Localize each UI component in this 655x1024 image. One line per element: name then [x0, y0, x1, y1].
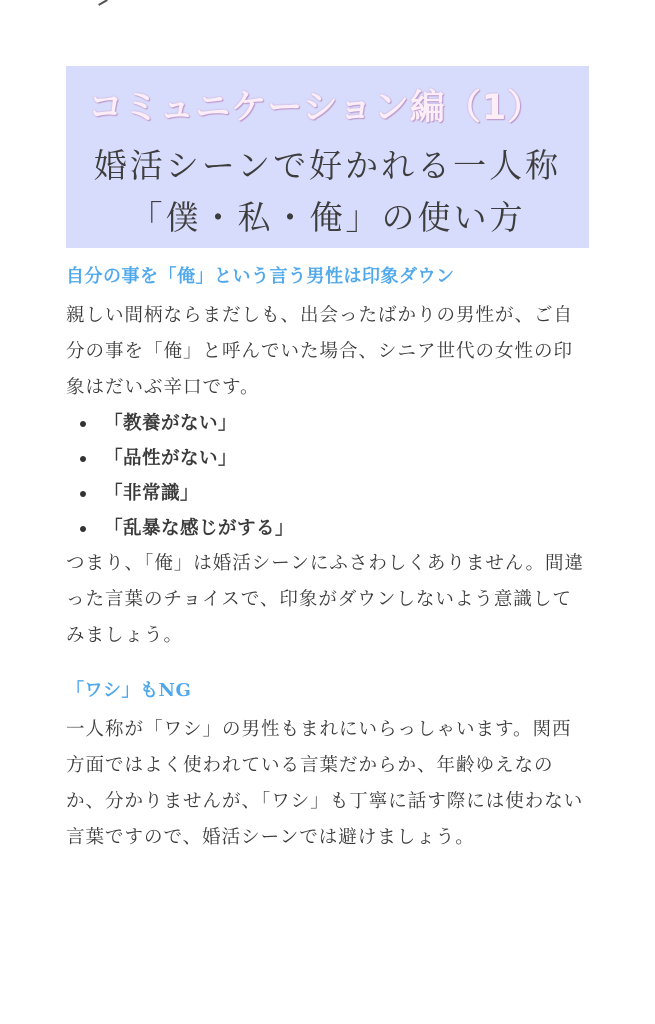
- page-title-line-2: 「僕・私・俺」の使い方: [129, 198, 526, 237]
- section1-bullet-list: [66, 406, 589, 546]
- section1-paragraph-2: つまり、「俺」は婚活シーンにふさわしくありません。間違った言葉のチョイスで、印象がダウンしないよう意識してみましょう。: [66, 553, 584, 646]
- section2-paragraph: 一人称が「ワシ」の男性もまれにいらっしゃいます。関西方面ではよく使われている言葉だからか、年齢ゆえなのか、分かりませんが、「ワシ」も丁寧に話す際には使わない言葉ですので、婚活シーンでは避けましょう。: [66, 719, 584, 848]
- section2-heading: 「ワシ」もNG: [66, 680, 192, 701]
- list-item-text: 「教養がない」: [104, 413, 238, 434]
- header-subtitle: コミュニケーション編（1）: [88, 88, 544, 128]
- bullet-icon: [80, 456, 86, 462]
- list-item-text: 「乱暴な感じがする」: [104, 518, 295, 539]
- list-item: [104, 406, 589, 441]
- section1-heading: 自分の事を「俺」という言う男性は印象ダウン: [66, 266, 455, 287]
- list-item-text: 「品性がない」: [104, 448, 238, 469]
- list-item: [104, 511, 589, 546]
- bullet-icon: [80, 491, 86, 497]
- section1-paragraph-1: 親しい間柄ならまだしも、出会ったばかりの男性が、ご自分の事を「俺」と呼んでいた場合、シニア世代の女性の印象はだいぶ辛口です。: [66, 305, 574, 398]
- list-item-text: 「非常識」: [104, 483, 200, 504]
- article-body: [66, 262, 589, 856]
- list-item: [104, 441, 589, 476]
- page-title-line-1: 婚活シーンで好かれる一人称: [93, 146, 562, 185]
- page-edge-mark: [94, 0, 108, 6]
- bullet-icon: [80, 526, 86, 532]
- page-title: [66, 140, 589, 244]
- list-item: [104, 476, 589, 511]
- bullet-icon: [80, 421, 86, 427]
